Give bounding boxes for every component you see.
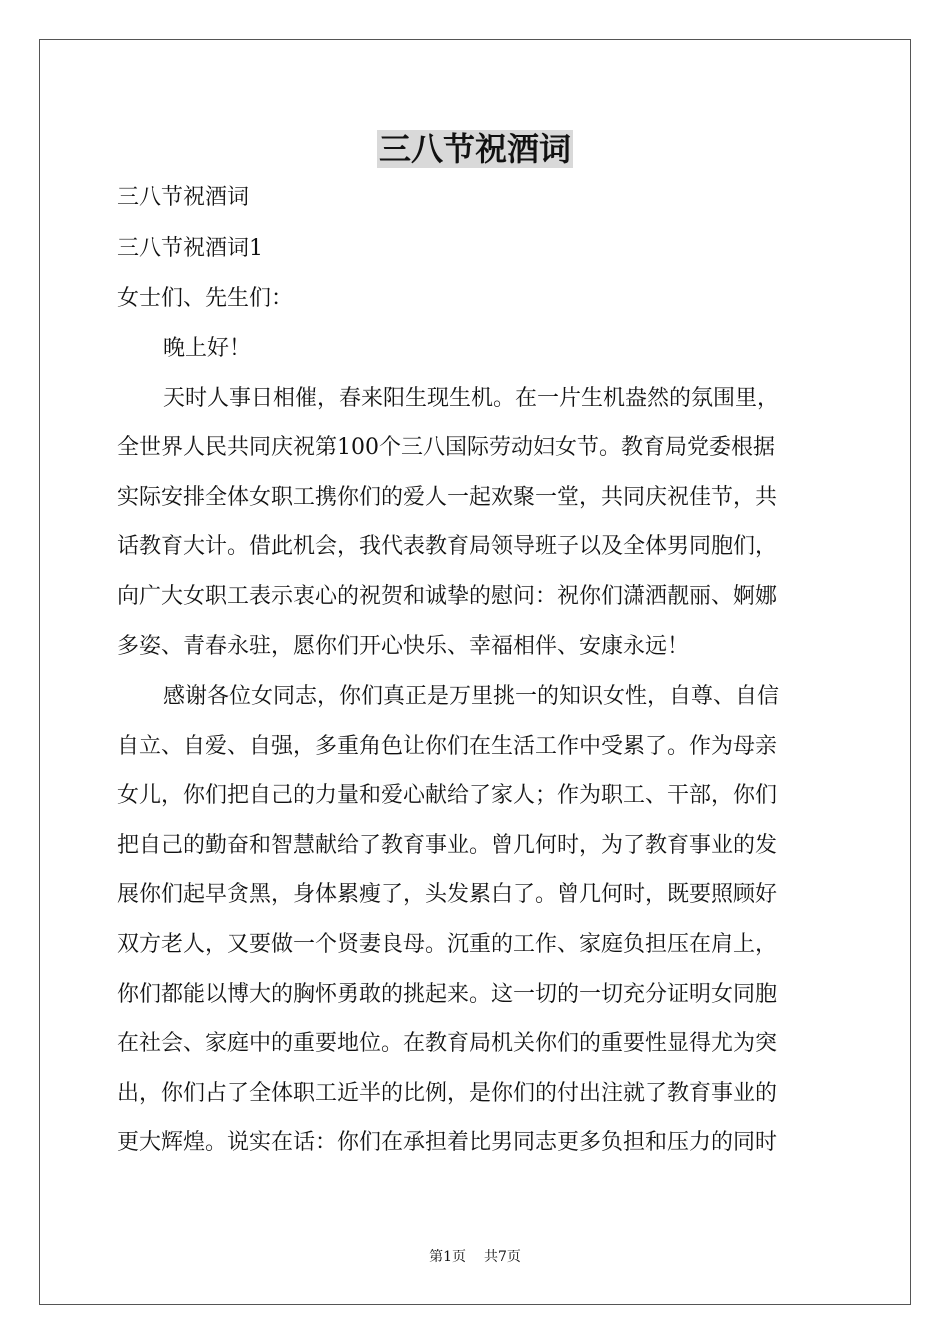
page-number: 第1页 [429,1249,466,1265]
body-line-1: 三八节祝酒词 [117,185,250,210]
body-line-19: 出，你们占了全体职工近半的比例，是你们的付出注就了教育事业的 [117,1081,778,1106]
body-line-20: 更大辉煌。说实在话：你们在承担着比男同志更多负担和压力的同时 [117,1130,778,1155]
body-line-6: 全世界人民共同庆祝第100个三八国际劳动妇女节。教育局党委根据 [117,435,775,460]
page-total: 共7页 [484,1249,521,1265]
body-line-14: 把自己的勤奋和智慧献给了教育事业。曾几何时，为了教育事业的发 [117,833,778,858]
body-line-17: 你们都能以博大的胸怀勇敢的挑起来。这一切的一切充分证明女同胞 [117,982,778,1007]
body-line-8: 话教育大计。借此机会，我代表教育局领导班子以及全体男同胞们， [117,534,778,559]
body-line-4: 晚上好！ [163,336,252,361]
body-line-15: 展你们起早贪黑，身体累瘦了，头发累白了。曾几何时，既要照顾好 [117,882,778,907]
body-line-5: 天时人事日相催，春来阳生现生机。在一片生机盎然的氛围里， [163,386,780,411]
document-title-text: 三八节祝酒词 [378,130,571,168]
body-line-7: 实际安排全体女职工携你们的爱人一起欢聚一堂，共同庆祝佳节，共 [117,485,778,510]
body-line-3: 女士们、先生们： [117,286,294,311]
body-line-12: 自立、自爱、自强，多重角色让你们在生活工作中受累了。作为母亲 [117,734,778,759]
page-border [39,39,911,1305]
body-line-9: 向广大女职工表示衷心的祝贺和诚挚的慰问：祝你们潇洒靓丽、婀娜 [117,584,778,609]
body-line-16: 双方老人，又要做一个贤妻良母。沉重的工作、家庭负担压在肩上， [117,932,778,957]
body-line-18: 在社会、家庭中的重要地位。在教育局机关你们的重要性显得尤为突 [117,1031,778,1056]
page-footer [0,1247,950,1267]
body-line-13: 女儿，你们把自己的力量和爱心献给了家人；作为职工、干部，你们 [117,783,778,808]
body-line-2: 三八节祝酒词1 [117,236,263,261]
document-title [0,127,950,171]
body-line-11: 感谢各位女同志，你们真正是万里挑一的知识女性，自尊、自信 [163,684,780,709]
body-line-10: 多姿、青春永驻，愿你们开心快乐、幸福相伴、安康永远！ [117,634,690,659]
